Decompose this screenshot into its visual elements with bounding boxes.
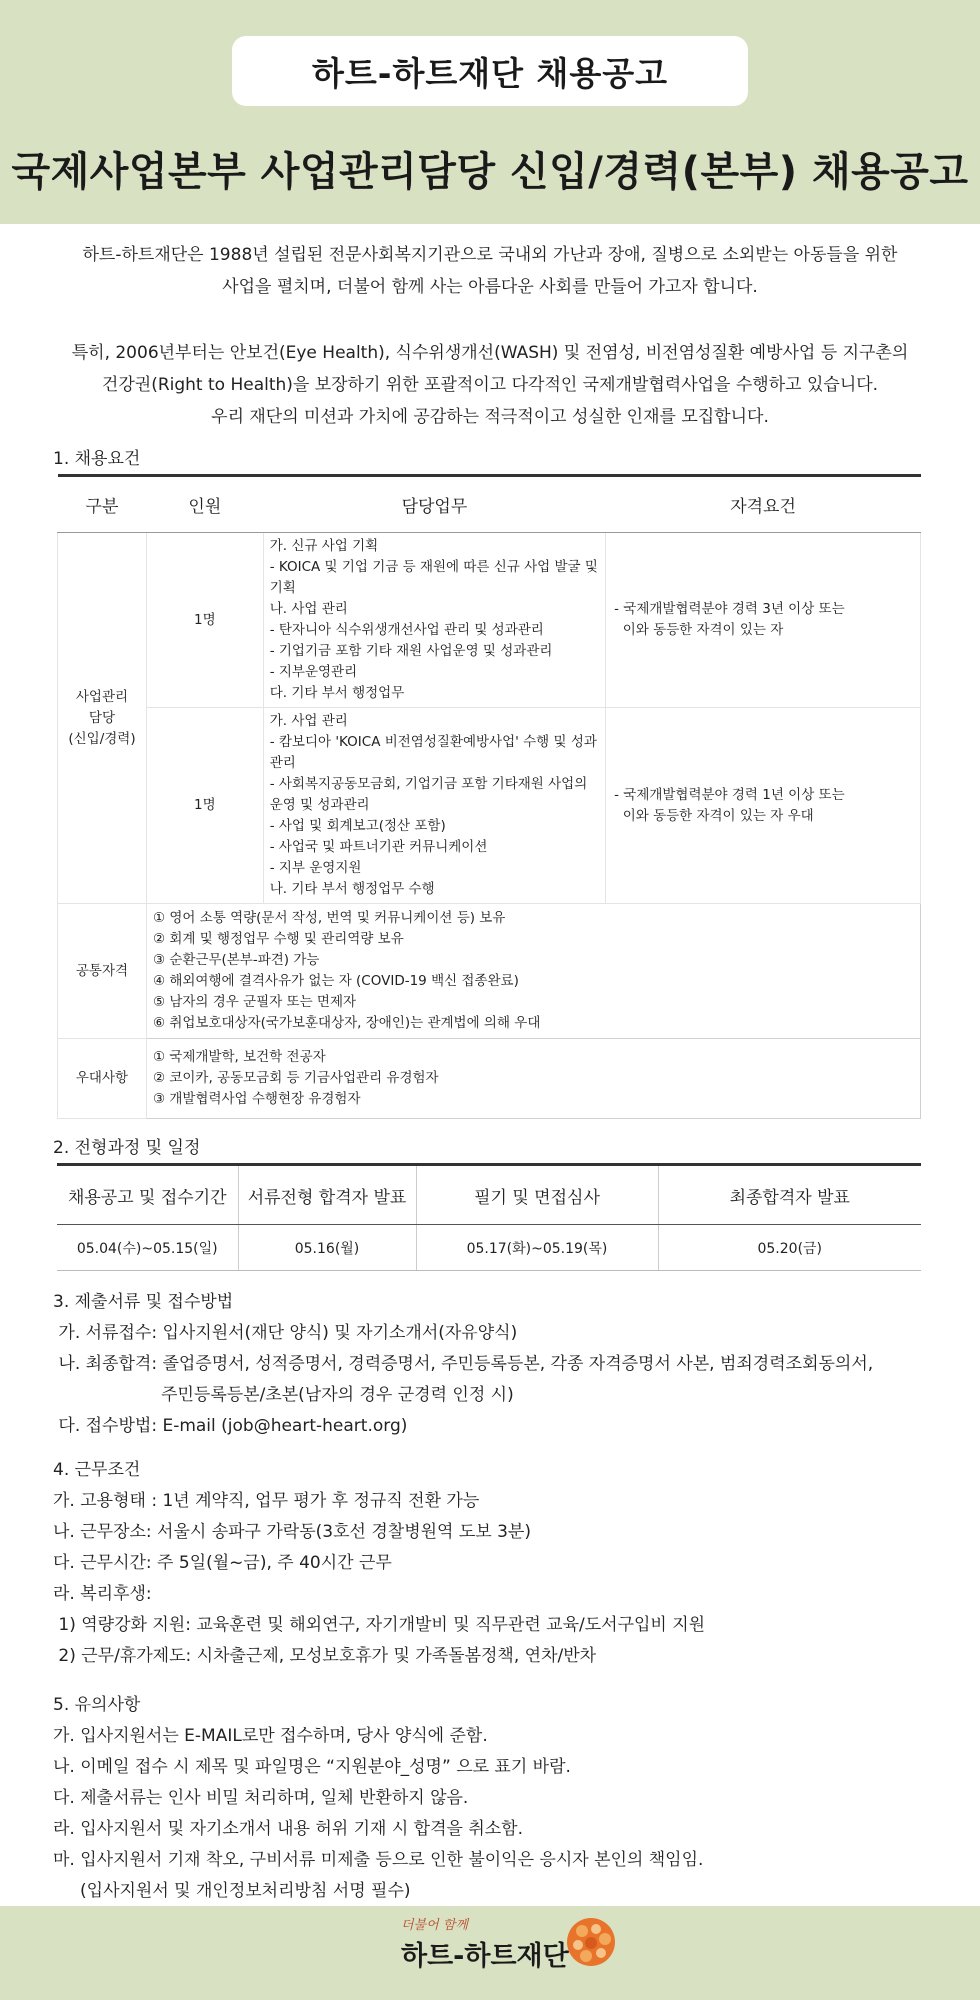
- table-header-cell: 인원: [146, 476, 263, 533]
- preferred-line: ① 국제개발학, 보건학 전공자: [152, 1049, 326, 1065]
- qualification-line: - 국제개발협력분야 경력 1년 이상 또는: [614, 786, 845, 803]
- section-title-notes: 5. 유의사항: [53, 1695, 141, 1715]
- duty-line: 가. 신규 사업 기획: [269, 538, 379, 554]
- duty-line: - 사업국 및 파트너기관 커뮤니케이션: [269, 839, 488, 855]
- preferred-line: ② 코이카, 공동모금회 등 기금사업관리 유경험자: [152, 1070, 439, 1086]
- duty-line: - 기업기금 포함 기타 재원 사업운영 및 성과관리: [269, 643, 553, 659]
- table-row: [58, 904, 921, 1039]
- common-line: ① 영어 소통 역량(문서 작성, 번역 및 커뮤니케이션 등) 보유: [152, 910, 506, 926]
- qualification-line: - 국제개발협력분야 경력 3년 이상 또는: [614, 601, 845, 617]
- intro-line: 건강권(Right to Health)을 보장하기 위한 포괄적이고 다각적인 국제개발협력사업을 수행하고 있습니다.: [101, 375, 879, 395]
- duty-line: - KOICA 및 기업 기금 등 재원에 따른 신규 사업 발굴 및 기획: [269, 559, 598, 596]
- qualification-cell: [606, 708, 921, 904]
- table-row: [58, 533, 921, 708]
- table-header-cell: 필기 및 면접심사: [416, 1165, 658, 1225]
- table-row: [58, 708, 921, 904]
- heart-heart-foundation-logo-icon: [566, 1917, 616, 1967]
- table-row: [57, 1225, 921, 1271]
- documents-line: 나. 최종합격: 졸업증명서, 성적증명서, 경력증명서, 주민등록등본, 각종 자격증명서 사본, 범죄경력조회동의서,: [53, 1354, 874, 1374]
- documents-line: 다. 접수방법: E-mail (job@heart-heart.org): [53, 1416, 408, 1436]
- duty-line: 나. 사업 관리: [269, 601, 348, 617]
- table-cell: 05.20(금): [658, 1225, 921, 1271]
- intro-line: 특히, 2006년부터는 안보건(Eye Health), 식수위생개선(WASH) 및 전염성, 비전염성질환 예방사업 등 지구촌의: [71, 343, 909, 363]
- preferred-cell: [146, 1039, 920, 1119]
- common-label-cell: 공통자격: [58, 904, 147, 1039]
- table-header-cell: 서류전형 합격자 발표: [238, 1165, 416, 1225]
- common-line: ⑤ 남자의 경우 군필자 또는 면제자: [152, 994, 357, 1010]
- common-line: ⑥ 취업보호대상자(국가보훈대상자, 장애인)는 관계법에 의해 우대: [152, 1015, 541, 1031]
- table-cell: 05.17(화)~05.19(목): [416, 1225, 658, 1271]
- duty-line: 나. 기타 부서 행정업무 수행: [269, 881, 435, 897]
- table-header-row: [57, 1165, 921, 1225]
- section-title-documents: 3. 제출서류 및 접수방법: [53, 1292, 234, 1312]
- conditions-line: 가. 고용형태 : 1년 계약직, 업무 평가 후 정규직 전환 가능: [53, 1491, 480, 1511]
- table-header-cell: 자격요건: [606, 476, 921, 533]
- duties-cell: [263, 708, 605, 904]
- header-pill-title: 하트-하트재단 채용공고: [232, 36, 748, 106]
- conditions-line: 2) 근무/휴가제도: 시차출근제, 모성보호휴가 및 가족돌봄정책, 연차/반차: [53, 1646, 597, 1666]
- category-line: (신입/경력): [68, 730, 136, 747]
- conditions-line: 1) 역량강화 지원: 교육훈련 및 해외연구, 자기개발비 및 직무관련 교육/도서구입비 지원: [53, 1615, 706, 1635]
- requirements-table: [57, 474, 921, 1119]
- page-title: 국제사업본부 사업관리담당 신입/경력(본부) 채용공고: [11, 149, 969, 195]
- intro-line: 우리 재단의 미션과 가치에 공감하는 적극적이고 성실한 인재를 모집합니다.: [211, 407, 769, 427]
- duty-line: - 사회복지공동모금회, 기업기금 포함 기타재원 사업의 운영 및 성과관리: [269, 776, 588, 813]
- footer-slogan: 더불어 함께: [401, 1918, 468, 1933]
- table-header-row: [58, 476, 921, 533]
- intro-line: 하트-하트재단은 1988년 설립된 전문사회복지기관으로 국내외 가난과 장애, 질병으로 소외받는 아동들을 위한: [82, 245, 898, 265]
- conditions-line: 라. 복리후생:: [53, 1584, 152, 1604]
- common-line: ③ 순환근무(본부-파견) 가능: [152, 952, 320, 968]
- qualification-line: 이와 동등한 자격이 있는 자: [614, 622, 784, 638]
- footer-foundation-name: 하트-하트재단: [401, 1941, 569, 1972]
- conditions-section: [53, 1455, 933, 1672]
- duty-line: - 캄보디아 'KOICA 비전염성질환예방사업' 수행 및 성과관리: [269, 734, 597, 771]
- intro-paragraph-1: [40, 239, 940, 303]
- category-cell: [58, 533, 147, 904]
- schedule-table: [57, 1163, 921, 1271]
- category-line: 사업관리: [75, 688, 129, 705]
- intro-line: 사업을 펼치며, 더불어 함께 사는 아름다운 사회를 만들어 가고자 합니다.: [222, 277, 758, 297]
- notes-line: 가. 입사지원서는 E-MAIL로만 접수하며, 당사 양식에 준함.: [53, 1726, 488, 1746]
- duties-cell: [263, 533, 605, 708]
- duty-line: 다. 기타 부서 행정업무: [269, 685, 405, 701]
- intro-paragraph-2: [40, 337, 940, 433]
- documents-line: 가. 서류접수: 입사지원서(재단 양식) 및 자기소개서(자유양식): [53, 1323, 518, 1343]
- section-title-conditions: 4. 근무조건: [53, 1460, 141, 1480]
- notes-line: 마. 입사지원서 기재 착오, 구비서류 미제출 등으로 인한 불이익은 응시자 본인의 책임임.: [53, 1850, 704, 1870]
- table-header-cell: 담당업무: [263, 476, 605, 533]
- qualification-line: 이와 동등한 자격이 있는 자 우대: [614, 807, 814, 824]
- table-header-cell: 최종합격자 발표: [658, 1165, 921, 1225]
- notes-line: (입사지원서 및 개인정보처리방침 서명 필수): [53, 1881, 411, 1901]
- documents-line: 주민등록등본/초본(남자의 경우 군경력 인정 시): [53, 1385, 514, 1405]
- duty-line: 가. 사업 관리: [269, 713, 348, 729]
- preferred-line: ③ 개발협력사업 수행현장 유경험자: [152, 1091, 361, 1107]
- table-row: [58, 1039, 921, 1119]
- notes-section: [53, 1690, 933, 1907]
- common-line: ② 회계 및 행정업무 수행 및 관리역량 보유: [152, 931, 404, 947]
- notes-line: 라. 입사지원서 및 자기소개서 내용 허위 기재 시 합격을 취소함.: [53, 1819, 523, 1839]
- category-line: 담당: [88, 709, 116, 726]
- conditions-line: 다. 근무시간: 주 5일(월~금), 주 40시간 근무: [53, 1553, 392, 1573]
- duty-line: - 지부운영관리: [269, 664, 358, 680]
- documents-section: [53, 1287, 933, 1442]
- duty-line: - 사업 및 회계보고(정산 포함): [269, 818, 446, 834]
- headcount-cell: 1명: [146, 708, 263, 904]
- notes-line: 나. 이메일 접수 시 제목 및 파일명은 “지원분야_성명” 으로 표기 바람.: [53, 1757, 571, 1777]
- duty-line: - 지부 운영지원: [269, 860, 362, 876]
- common-qualifications-cell: [146, 904, 920, 1039]
- preferred-label-cell: 우대사항: [58, 1039, 147, 1119]
- notes-line: 다. 제출서류는 인사 비밀 처리하며, 일체 반환하지 않음.: [53, 1788, 469, 1808]
- section-title-requirements: 1. 채용요건: [53, 449, 141, 469]
- table-header-cell: 구분: [58, 476, 147, 533]
- qualification-cell: [606, 533, 921, 708]
- headcount-cell: 1명: [146, 533, 263, 708]
- section-title-schedule: 2. 전형과정 및 일정: [53, 1138, 201, 1158]
- common-line: ④ 해외여행에 결격사유가 없는 자 (COVID-19 백신 접종완료): [152, 973, 519, 989]
- table-cell: 05.16(월): [238, 1225, 416, 1271]
- duty-line: - 탄자니아 식수위생개선사업 관리 및 성과관리: [269, 622, 544, 638]
- table-header-cell: 채용공고 및 접수기간: [57, 1165, 238, 1225]
- conditions-line: 나. 근무장소: 서울시 송파구 가락동(3호선 경찰병원역 도보 3분): [53, 1522, 531, 1542]
- table-cell: 05.04(수)~05.15(일): [57, 1225, 238, 1271]
